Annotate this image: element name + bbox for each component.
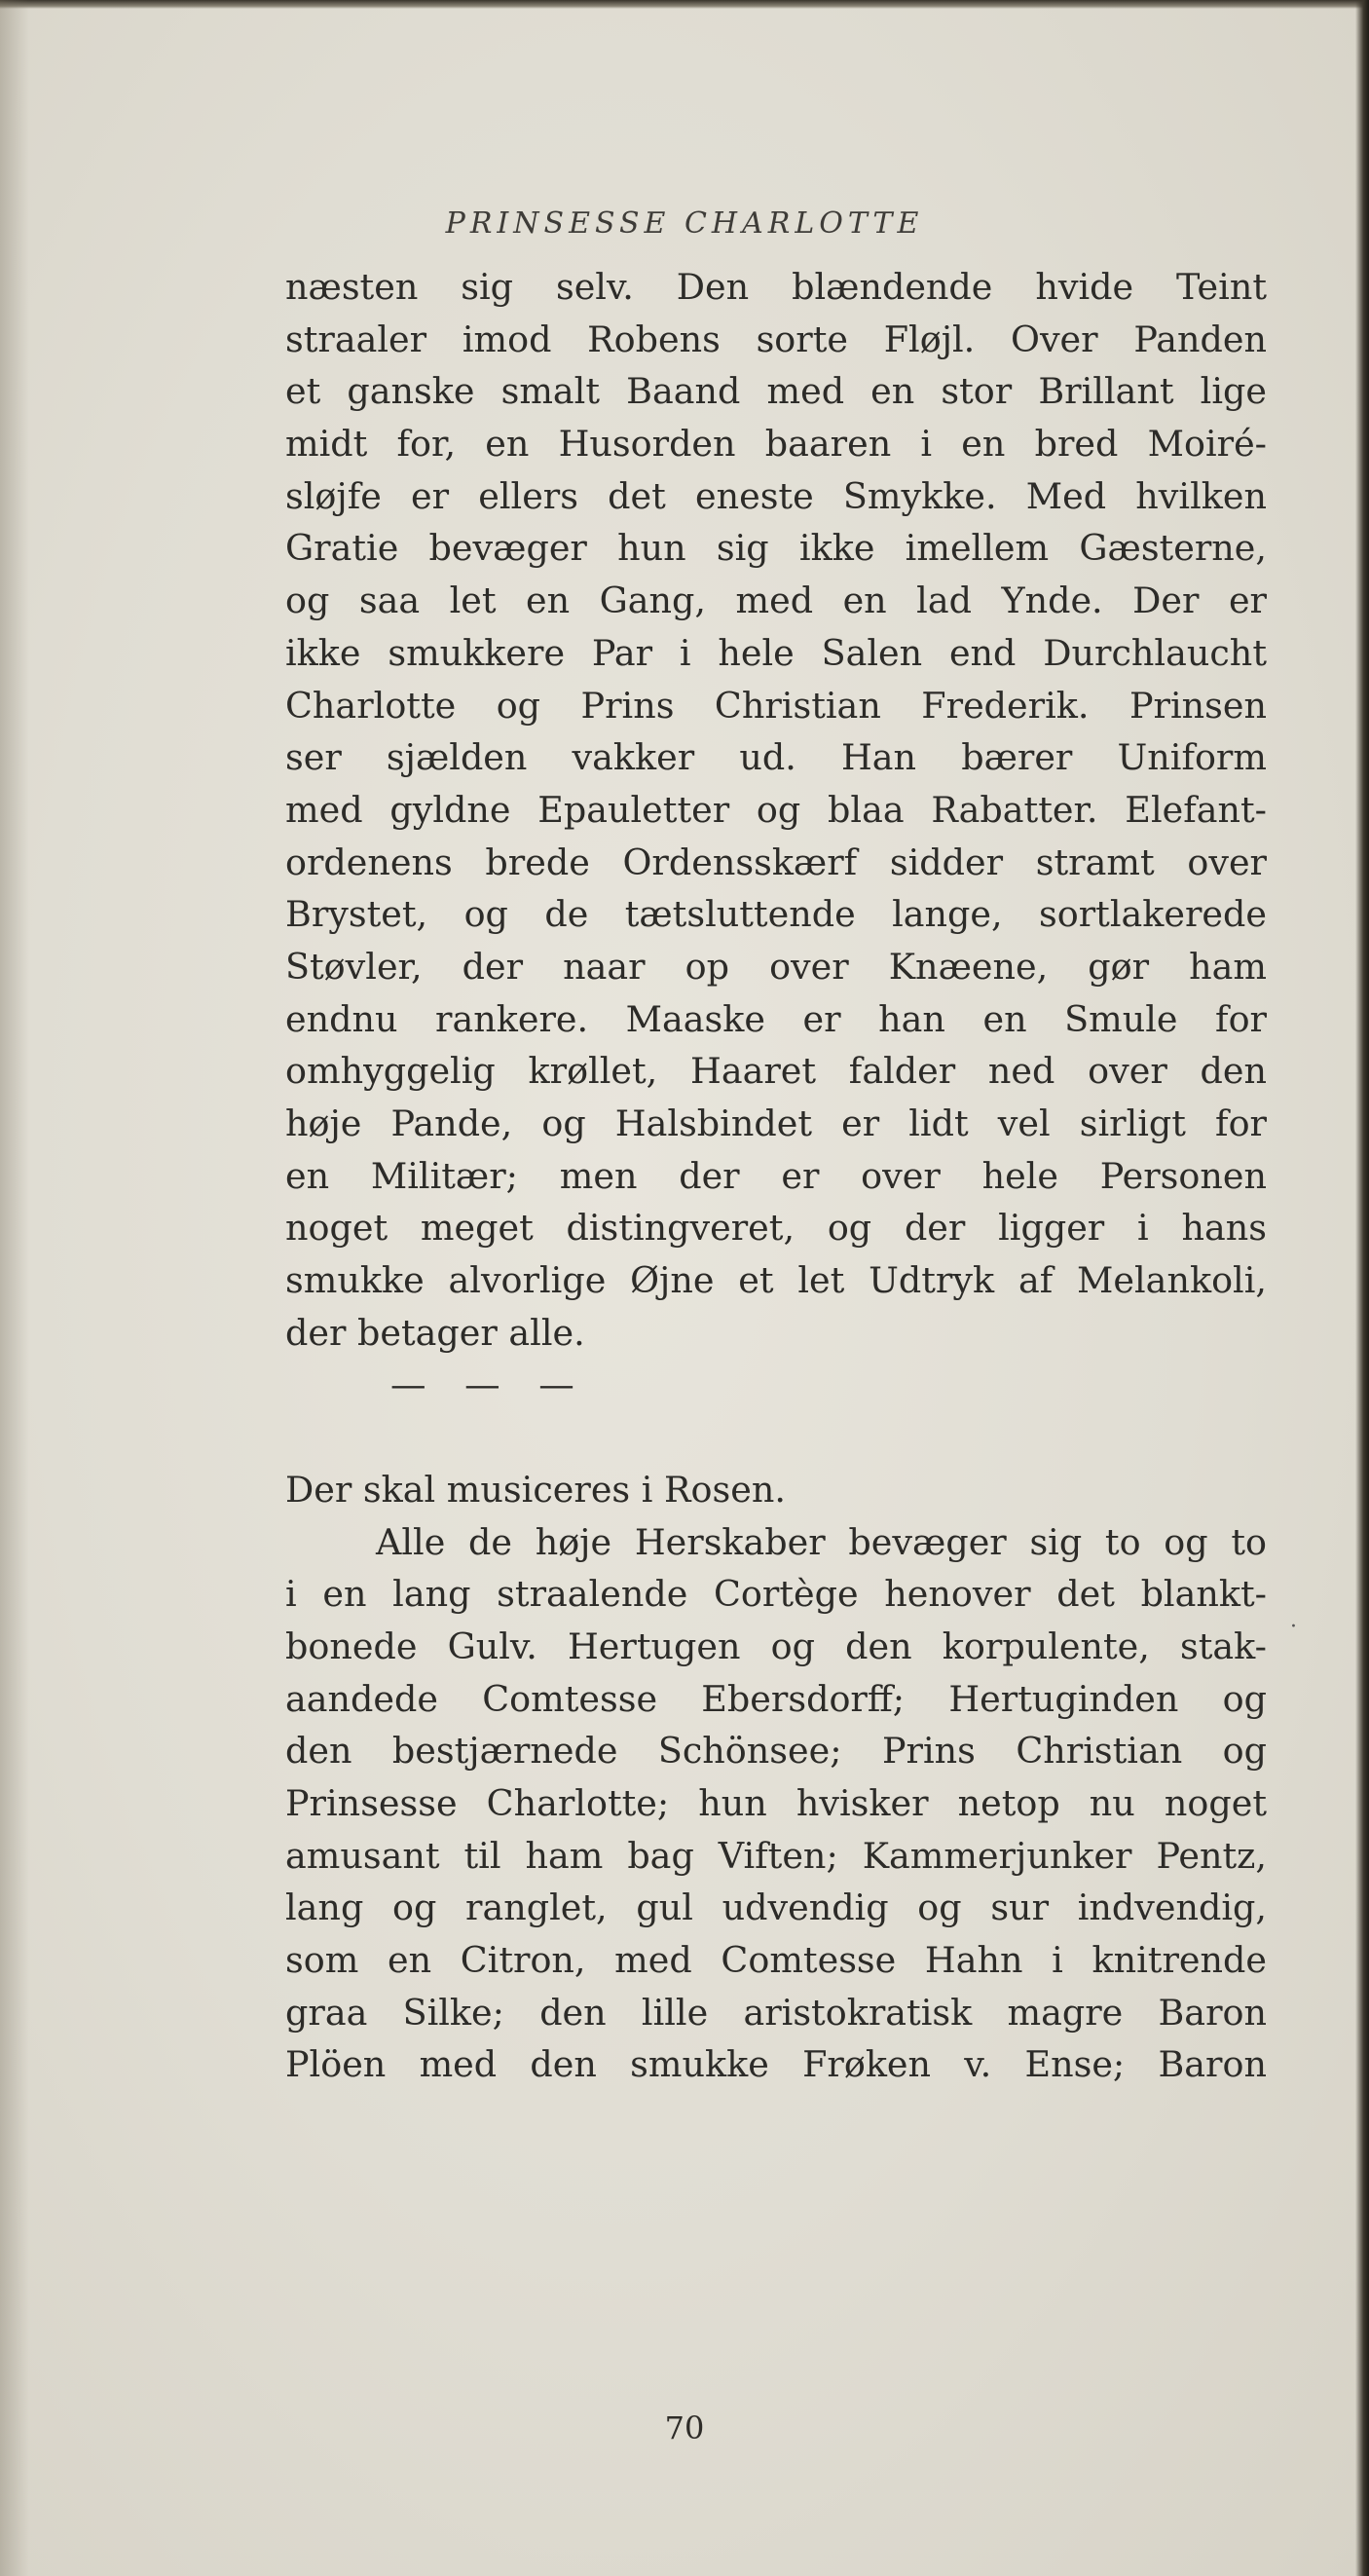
- text-line: et ganske smalt Baand med en stor Brillant lige: [285, 370, 1267, 413]
- text-line: straaler imod Robens sorte Fløjl. Over Panden: [285, 317, 1267, 360]
- page-top-edge: [0, 0, 1369, 9]
- text-line: midt for, en Husorden baaren i en bred Moiré-: [285, 423, 1267, 466]
- text-line: amusant til ham bag Viften; Kammerjunker Pentz,: [285, 1834, 1267, 1877]
- text-line: graa Silke; den lille aristokratisk magre Baron: [285, 1991, 1267, 2034]
- body-text: [285, 261, 1267, 2091]
- text-line: i en lang straalende Cortège henover det blankt-: [285, 1573, 1267, 1616]
- text-line: ikke smukkere Par i hele Salen end Durchlaucht: [285, 631, 1267, 674]
- section-first-line: Der skal musiceres i Rosen.: [285, 1468, 786, 1511]
- text-line: noget meget distingveret, og der ligger i hans: [285, 1207, 1267, 1250]
- text-line: høje Pande, og Halsbindet er lidt vel sirligt for: [285, 1102, 1267, 1144]
- text-line: endnu rankere. Maaske er han en Smule for: [285, 997, 1267, 1040]
- text-line: og saa let en Gang, med en lad Ynde. Der er: [285, 579, 1267, 622]
- text-line: med gyldne Epauletter og blaa Rabatter. Elefant-: [285, 788, 1267, 831]
- text-line: aandede Comtesse Ebersdorff; Hertuginden og: [285, 1677, 1267, 1720]
- text-line: Støvler, der naar op over Knæene, gør ham: [285, 945, 1267, 988]
- text-line: som en Citron, med Comtesse Hahn i knitrende: [285, 1939, 1267, 1981]
- text-line: en Militær; men der er over hele Personen: [285, 1154, 1267, 1197]
- text-line: ser sjælden vakker ud. Han bærer Uniform: [285, 736, 1267, 779]
- text-line: den bestjærnede Schönsee; Prins Christian og: [285, 1730, 1267, 1773]
- text-line: smukke alvorlige Øjne et let Udtryk af Melankoli,: [285, 1259, 1267, 1302]
- text-line: lang og ranglet, gul udvendig og sur indvendig,: [285, 1886, 1267, 1929]
- text-line: bonede Gulv. Hertugen og den korpulente, stak-: [285, 1624, 1267, 1667]
- paragraph-first-line: Alle de høje Herskaber bevæger sig to og to: [376, 1520, 1267, 1563]
- text-line: Brystet, og de tætsluttende lange, sortlakerede: [285, 893, 1267, 936]
- text-line: der betager alle.: [285, 1311, 585, 1354]
- text-line: Charlotte og Prins Christian Frederik. Prinsen: [285, 684, 1267, 727]
- text-line: sløjfe er ellers det eneste Smykke. Med hvilken: [285, 474, 1267, 517]
- page-number: 70: [664, 2409, 705, 2446]
- text-line: omhyggelig krøllet, Haaret falder ned over den: [285, 1050, 1267, 1093]
- text-line: næsten sig selv. Den blændende hvide Teint: [285, 266, 1267, 308]
- text-line: Prinsesse Charlotte; hun hvisker netop nu noget: [285, 1781, 1267, 1824]
- margin-mark: ·: [1290, 1615, 1297, 1639]
- text-line: ordenens brede Ordensskærf sidder stramt over: [285, 840, 1267, 883]
- page-right-edge: [1355, 0, 1369, 2576]
- text-line: Gratie bevæger hun sig ikke imellem Gæsterne,: [285, 527, 1267, 570]
- text-line: Plöen med den smukke Frøken v. Ense; Baron: [285, 2043, 1267, 2086]
- running-head: PRINSESSE CHARLOTTE: [445, 206, 924, 241]
- page-left-shadow: [0, 0, 29, 2576]
- section-separator: — — —: [390, 1363, 588, 1406]
